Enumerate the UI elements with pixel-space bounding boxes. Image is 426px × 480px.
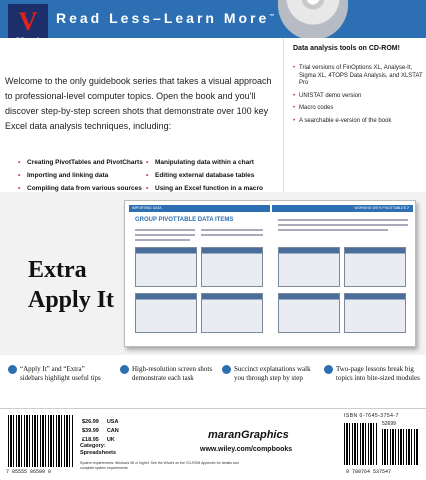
spread-right-header [272, 205, 413, 212]
extra-apply-it-title [28, 255, 114, 315]
headline [56, 10, 277, 26]
spread-right-page [272, 205, 413, 344]
text-line [135, 229, 195, 231]
spread-page-number: 7 [407, 206, 409, 210]
text-line [278, 224, 408, 226]
extra-word: Extra [28, 257, 87, 283]
feature-item [222, 365, 318, 383]
price-amount: $26.99 [82, 419, 99, 425]
price-row [82, 428, 125, 435]
ean-number: 9 780764 537547 [346, 469, 392, 475]
logo-letter: V [18, 7, 38, 36]
screenshot-thumbnail [135, 247, 197, 287]
bullet-icon [324, 365, 333, 374]
intro-panel [0, 38, 283, 192]
apply-it-word: Apply It [28, 287, 115, 313]
category [80, 443, 116, 457]
bullet-icon [120, 365, 129, 374]
spread-right-header-text: WORKING WITH PIVOTTABLES [354, 206, 407, 210]
category-value: Spreadsheets [80, 450, 117, 456]
isbn-text: ISBN 0-7645-3754-7 [344, 413, 399, 419]
technique-item: • Using an Excel function in a macro [146, 182, 282, 195]
text-line [278, 219, 408, 221]
features-row [0, 355, 426, 408]
fine-print: System requirements: Windows 98 or higher. See the What's on the CD-ROM Appendix for details and complete system requirements. [80, 461, 239, 470]
technique-item: • Editing external database tables [146, 169, 282, 182]
cdrom-list [293, 65, 423, 130]
feature-text: Two-page lessons break big topics into bite-sized modules [336, 365, 420, 382]
technique-item: • Manipulating data within a chart [146, 156, 282, 169]
feature-item [8, 365, 104, 383]
price-region: UK [106, 437, 115, 443]
technique-item: • Importing and linking data [18, 169, 146, 182]
feature-text: High-resolution screen shots demonstrate each task [132, 365, 213, 382]
upc-number: 7 85555 86599 0 [6, 469, 52, 475]
price-region: CAN [106, 428, 119, 434]
text-line [201, 234, 263, 236]
website-link[interactable]: www.wiley.com/compbooks [200, 446, 293, 453]
screenshot-thumbnail [278, 293, 340, 333]
feature-item [324, 365, 422, 383]
isbn-barcode [344, 423, 378, 465]
spread-left-header: IMPORTING DATA [129, 205, 270, 212]
text-line [201, 229, 263, 231]
feature-text: “Apply It” and “Extra” sidebars highlight useful tips [20, 365, 101, 382]
cdrom-title: Data analysis tools on CD-ROM! [293, 45, 400, 52]
cdrom-item: • UNISTAT demo version [293, 93, 423, 101]
spread-left-title: GROUP PIVOTTABLE DATA ITEMS [135, 217, 234, 223]
spread-left-page [129, 205, 270, 344]
screenshot-thumbnail [201, 247, 263, 287]
back-cover-footer [0, 408, 426, 480]
price-table [80, 417, 127, 446]
screenshot-thumbnail [344, 247, 406, 287]
text-line [278, 229, 388, 231]
trademark: ™ [269, 13, 278, 20]
intro-text: Welcome to the only guidebook series that takes a visual approach to professional-level computer topics. Open the book and you'll discover step-by-step screen shots that demonstrate over 100 key Excel data analysis techniques, including: [5, 76, 272, 131]
technique-item: • Creating PivotTables and PivotCharts [18, 156, 146, 169]
price-code: 52699 [382, 421, 396, 427]
headline-text: Read Less–Learn More [56, 10, 270, 26]
price-row [82, 419, 125, 426]
price-amount: $39.99 [82, 428, 99, 434]
feature-text: Succinct explanations walk you through step by step [234, 365, 311, 382]
screenshot-thumbnail [344, 293, 406, 333]
category-label: Category: [80, 443, 106, 449]
cdrom-panel [283, 38, 426, 192]
price-barcode [382, 429, 418, 465]
screenshot-thumbnail [135, 293, 197, 333]
text-line [135, 234, 195, 236]
cdrom-item: • Trial versions of FinOptions XL, Analyse-It, Sigma XL, 4TOPS Data Analysis, and XLSTAT Pro [293, 65, 423, 88]
screenshot-thumbnail [278, 247, 340, 287]
technique-item: • Compiling data from various sources [18, 182, 146, 195]
feature-item [120, 365, 216, 383]
cdrom-item: • A searchable e-version of the book [293, 118, 423, 126]
price-amount: £18.95 [82, 437, 99, 443]
bullet-icon [8, 365, 17, 374]
cdrom-item: • Macro codes [293, 105, 423, 113]
screenshot-thumbnail [201, 293, 263, 333]
text-line [135, 239, 190, 241]
upc-barcode [8, 415, 74, 467]
price-region: USA [106, 419, 119, 425]
sample-spread-image [124, 200, 416, 347]
publisher-logo: maranGraphics [208, 429, 289, 441]
bullet-icon [222, 365, 231, 374]
